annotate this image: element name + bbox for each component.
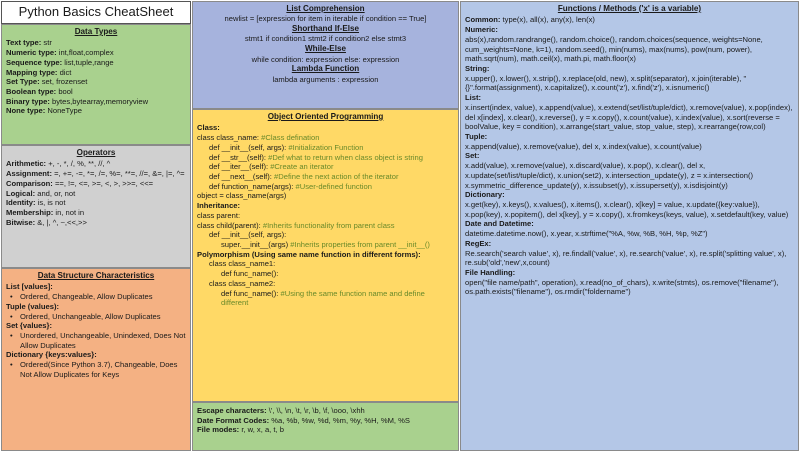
set-label: Set: (465, 151, 480, 161)
data-type-row: Binary type: bytes,bytearray,memoryview (6, 96, 149, 106)
oop-code-line: class child(parent): #Inherits functionality from parent class (197, 220, 395, 230)
oop-code-line: class class_name2: (209, 278, 276, 288)
data-type-row: Set Type: set, frozenset (6, 77, 88, 87)
escape-characters-row: Escape characters: \', \\, \n, \t, \r, \b, \f, \ooo, \xhh (197, 406, 365, 415)
data-type-row: Text type: str (6, 38, 52, 48)
code-comment: #User-defined function (295, 181, 372, 191)
date-format-codes-row: Date Format Codes: %a, %b, %w, %d, %m, %y, %H, %M, %S (197, 415, 410, 425)
shorthand-if-else-text: stmt1 if condition1 stmt2 if condition2 else stmt3 (244, 34, 407, 44)
operator-row: Comparison: ==, !=, <=, >=, <, >, >>=, <<= (6, 178, 154, 188)
page-title: Python Basics CheatSheet (18, 4, 174, 20)
operators-heading: Operators (76, 148, 116, 157)
data-type-row: Mapping type: dict (6, 67, 72, 77)
oop-code-line: def __iter__(self): #Create an iterator (209, 162, 334, 172)
data-structures-section (1, 268, 191, 451)
operators-list (6, 159, 186, 227)
oop-code-line: def func_name(): (221, 269, 279, 279)
dictionary-label: Dictionary: (465, 190, 505, 200)
oop-code-line: def __next__(self): #Define the next action of the iterator (209, 171, 399, 181)
datetime-text: datetime.datetime.now(), x.year, x.strftime("%A, %w, %B, %H, %p, %Z") (465, 229, 708, 239)
ds-set-label: Set {values}: (6, 321, 53, 331)
functions-section (460, 1, 799, 451)
operator-row: Identity: is, is not (6, 198, 66, 208)
set-text: x.add(value), x.remove(value), x.discard(value), x.pop(), x.clear(), del x, x.update(set/list/tuple/dict), x.union(set2), x.intersection_update(y), z = x.intersection() x.symmetric_difference_update(y), x.issubset(y), x.issuperset(y), x.isdisjoint(y) (465, 161, 754, 190)
misc-section (192, 402, 459, 451)
oop-code-line: object = class_name(args) (197, 191, 287, 201)
list-comprehension-text: newlist = [expression for item in iterable if condition == True] (224, 14, 427, 24)
code-comment: #Create an iterator (270, 162, 334, 172)
ds-dict-desc: • Ordered(Since Python 3.7), Changeable, Does Not Allow Duplicates for Keys (6, 360, 186, 379)
oop-heading: Object Oriented Programming (267, 112, 384, 121)
file-handling-text: open("file name/path", operation), x.read(no_of_chars), x.write(stmts), os.remove("filename"), os.path.exists("filename"), os.rmdir("foldername") (465, 277, 779, 297)
oop-code-line: def function_name(args): #User-defined function (209, 181, 372, 191)
ds-set-bullets (6, 331, 186, 350)
code-comment: #Using the same function name and define different (221, 288, 425, 308)
data-types-list (6, 38, 186, 116)
regex-label: RegEx: (465, 238, 492, 248)
operators-section (1, 145, 191, 268)
oop-code-line: super.__init__(args) #Inherits properties from parent __init__() (221, 239, 430, 249)
file-handling-label: File Handling: (465, 268, 516, 278)
file-modes-row: File modes: r, w, x, a, t, b (197, 425, 284, 435)
code-comment: #Class defination (261, 133, 320, 143)
regex-text: Re.search('search value', x), re.findall('value', x), re.search('value', x), re.split('splitting value', x), re.sub('old','new',x,count) (465, 248, 787, 268)
oop-code-line: def __init__(self, args): (209, 230, 287, 240)
oop-code-line: class class_name: #Class defination (197, 133, 320, 143)
code-comment: #Inherits properties from parent __init__() (290, 239, 430, 249)
oop-code-line: class parent: (197, 210, 241, 220)
data-structures-heading: Data Structure Characteristics (37, 271, 155, 280)
ds-set-desc: • Unordered, Unchangeable, Unindexed, Does Not Allow Duplicates (6, 331, 186, 350)
ds-list-label: List [values]: (6, 282, 53, 292)
lambda-heading: Lambda Function (291, 64, 360, 74)
ds-tuple-desc: • Ordered, Unchangeable, Allow Duplicates (6, 312, 186, 322)
data-type-row: Numeric type: int,float,complex (6, 48, 114, 58)
while-else-text: while condition: expression else: expression (251, 54, 400, 64)
dictionary-text: x.get(key), x.keys(), x.values(), x.items(), x.clear(), x[key] = value, x.update({key:value}), x.pop(key), x.popitem(), del x[key], y = x.copy(), x.fromkeys(keys, value), x.setdefault(key, value) (465, 200, 789, 219)
operator-row: Bitwise: &, |, ^, ~,<<,>> (6, 217, 87, 227)
comprehension-section (192, 1, 459, 109)
operator-row: Membership: in, not in (6, 207, 85, 217)
tuple-label: Tuple: (465, 131, 488, 141)
oop-code-line: def func_name(): #Using the same function name and define different (221, 288, 425, 308)
cheatsheet-title (1, 1, 191, 24)
data-type-row: Sequence type: list,tuple,range (6, 57, 114, 67)
shorthand-if-else-heading: Shorthand If-Else (291, 24, 359, 34)
oop-code-line: def __init__(self, args): #Initialization Function (209, 142, 364, 152)
data-types-heading: Data Types (74, 27, 118, 36)
data-type-row: Boolean type: bool (6, 86, 73, 96)
data-types-section (1, 24, 191, 145)
common-row: Common: type(x), all(x), any(x), len(x) (465, 15, 595, 25)
operator-row: Assignment: =, +=, -=, *=, /=, %=, **=, //=, &=, |=, ^= (6, 169, 185, 179)
oop-code-line: class class_name1: (209, 259, 276, 269)
while-else-heading: While-Else (305, 44, 346, 54)
ds-tuple-bullets (6, 312, 186, 322)
numeric-text: abs(x),random.randrange(), random.choice(), random.choices(sequence, weights=None, cum_weights=None, k=1), random.seed(), min(nums), max(nums), pow(num, power), math.sqrt(num), math.ceil(x), math.pi, math.floor(x) (465, 34, 763, 64)
list-text: x.insert(index, value), x.append(value), x.extend(set/list/tuple/dict), x.remove(value), x.pop(index), del x[index], x.clear(), x.reverse(), y = x.copy(), x.count(value), x.index(value), x.sort(reverse = boolValue, key = condition), x.arrange(start_value, stop_value, step), x.rearrange(row,col) (465, 102, 793, 132)
string-text: x.upper(), x.lower(), x.strip(), x.replace(old, new), x.split(separator), x.join(iterable), "{}".format(assignment), x.capitalize(), x.count('z'), x.find('z'), x.isnumeric() (465, 73, 747, 93)
code-comment: #Define the next action of the iterator (274, 171, 399, 181)
code-comment: #Def what to return when class object is string (268, 152, 423, 162)
code-comment: #Initialization Function (288, 142, 364, 152)
ds-dict-label: Dictionary {keys:values}: (6, 350, 97, 360)
data-type-row: None type: NoneType (6, 106, 82, 116)
ds-tuple-label: Tuple (values): (6, 301, 60, 311)
oop-polymorphism-label: Polymorphism (Using same name function in different forms): (197, 249, 421, 259)
code-comment: #Inherits functionality from parent class (262, 220, 395, 230)
oop-inheritance-label: Inheritance: (197, 201, 241, 211)
functions-heading: Functions / Methods ('x' is a variable) (557, 4, 702, 13)
oop-section (192, 109, 459, 402)
ds-list-bullets (6, 292, 186, 302)
list-comprehension-heading: List Comprehension (286, 4, 365, 13)
tuple-text: x.append(value), x.remove(value), del x, x.index(value), x.count(value) (465, 141, 702, 151)
oop-class-label: Class: (197, 123, 220, 133)
lambda-text: lambda arguments : expression (272, 74, 379, 84)
operator-row: Logical: and, or, not (6, 188, 76, 198)
ds-dict-bullets (6, 360, 186, 379)
list-label: List: (465, 93, 482, 103)
oop-code-line: def __str__(self): #Def what to return when class object is string (209, 152, 423, 162)
numeric-label: Numeric: (465, 25, 498, 35)
string-label: String: (465, 63, 490, 73)
datetime-label: Date and Datetime: (465, 219, 534, 229)
operator-row: Arithmetic: +, -, *, /, %, **, //, ^ (6, 159, 111, 169)
ds-list-desc: • Ordered, Changeable, Allow Duplicates (6, 292, 186, 302)
